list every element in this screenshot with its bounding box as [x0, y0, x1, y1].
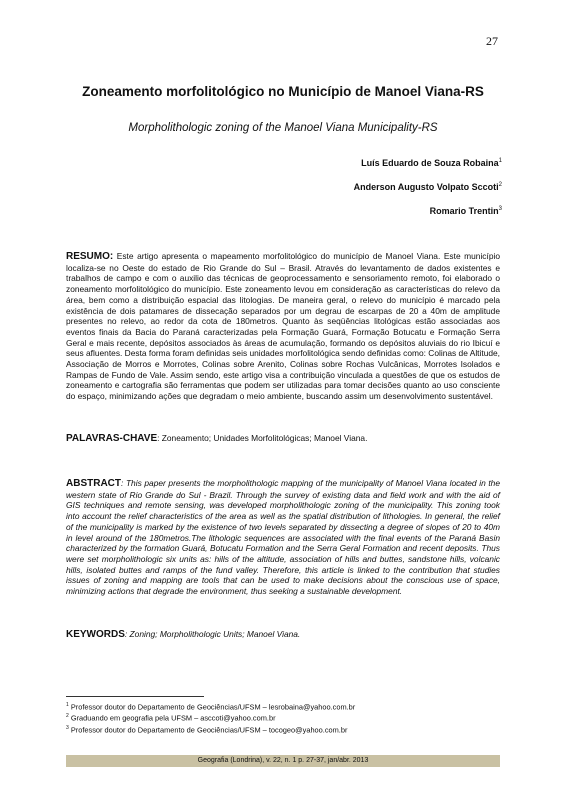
palavras-chave-label: PALAVRAS-CHAVE: [66, 433, 158, 444]
footnote-text: Professor doutor do Departamento de Geociências/UFSM – tocogeo@yahoo.com.br: [68, 725, 348, 734]
keywords-text: : Zoning; Morpholithologic Units; Manoel Viana.: [124, 629, 301, 639]
footnote-mark: 2: [66, 713, 69, 720]
palavras-chave-section: [66, 433, 500, 445]
footnote-text: Professor doutor do Departamento de Geociências/UFSM – lesrobaina@yahoo.com.br: [68, 702, 356, 712]
author-2: [354, 182, 502, 192]
keywords-section: [66, 629, 500, 641]
keywords-label: KEYWORDS: [66, 629, 125, 640]
author-1: [361, 158, 502, 168]
footnote-divider: [66, 696, 204, 697]
author-name: Luís Eduardo de Souza Robaina: [361, 158, 499, 168]
footnote-3: [66, 724, 500, 735]
abstract-section: [66, 478, 500, 597]
abstract-text: : This paper presents the morpholithologic mapping of the municipality of Manoel Viana located in the western state of Rio Grande do Sul - Brazil. Through the survey of existing data and field work and with the aid of GIS techniques and remote sensing, was developed morpholithologic zoning of the municipality. This zoning took into account the relief characteristics of the area as well as the spatial distribution of lithologies. In general, the relief of the municipality is marked by the existence of two levels separated by dissecting a degree of slopes of 20 to 40m in level around of the 180metros.The lithologic sequences are associated with the final events of the Paraná Basin characterized by the formation Guará, Botucatu Formation and the Serra Geral Formation and recent deposits. Thus were set morpholithologic six units as: hills of the altitude, association of hills and buttes, sandstone hills, volcanic hills, isolated buttes and ramps of the fund valley. Therefore, this article is linked to the contribution that studies issues of zoning and mapping are tools that can be used to make decisions about the conscious use of space, minimizing actions that degrade the environment, thus seeking a sustainable development.: [66, 478, 500, 597]
footnote-2: [66, 712, 500, 723]
resumo-section: [66, 251, 500, 402]
palavras-chave-text: : Zoneamento; Unidades Morfolitológicas; Manoel Viana.: [157, 433, 368, 443]
author-note-mark: 2: [498, 182, 502, 188]
author-name: Anderson Augusto Volpato Sccoti: [353, 182, 499, 192]
author-note-mark: 3: [498, 206, 502, 212]
journal-footer: Geografia (Londrina), v. 22, n. 1 p. 27-37, jan/abr. 2013: [66, 755, 500, 767]
paper-subtitle: Morpholithologic zoning of the Manoel Viana Municipality-RS: [128, 122, 438, 134]
footnotes: [66, 701, 500, 735]
author-note-mark: 1: [498, 158, 502, 164]
paper-title: Zoneamento morfolitológico no Município de Manoel Viana-RS: [82, 84, 484, 99]
footnote-1: [66, 701, 500, 712]
author-3: [430, 206, 502, 216]
abstract-label: ABSTRACT: [66, 478, 121, 489]
footnote-mark: 3: [66, 724, 69, 731]
resumo-label: RESUMO:: [66, 251, 114, 262]
footnote-mark: 1: [66, 702, 69, 708]
author-name: Romario Trentin: [429, 206, 499, 216]
resumo-text: Este artigo apresenta o mapeamento morfolitológico do município de Manoel Viana. Este município localiza-se no Oeste do estado de Rio Grande do Sul – Brasil. Através do levantamento de dados existentes e trabalhos de campo e com o auxilio das técnicas de geoprocessamento e sensoriamento remoto, foi elaborado o zoneamento morfolitológico do município. Este zoneamento levou em consideração as características do relevo da área, bem como a distribuição espacial das litologias. De maneira geral, o relevo do município é marcado pela existência de dois patamares de dissecação separados por um degrau de escarpas de 20 a 40m de amplitude presentes no relevo, ao redor da cota de 180metros. Quanto às seqüências litológicas estão associadas aos eventos finais da Bacia do Paraná caracterizadas pela Formação Guará, Formação Botucatu e Formação Serra Geral e mais recente, depósitos associados às áreas de acumulação, formando os depósitos aluviais do rio Ibicuí e seus afluentes. Desta forma foram definidas seis unidades morfolitológica sendo definidas como: Colinas de Altitude, Associação de Morros e Morrotes, Colinas sobre Arenito, Colinas sobre Rochas Vulcânicas, Morrotes Isolados e Rampas de Fundo de Vale. Assim sendo, este artigo visa a contribuição vinculada a questões de que os estudos de zoneamento e cartografia são ferramentas que podem ser utilizadas para tomar decisões quanto ao uso consciente do espaço, minimizando ações que degradam o meio ambiente, buscando assim um desenvolvimento sustentável.: [66, 251, 500, 402]
footnote-text: Graduando em geografia pela UFSM – asccoti@yahoo.com.br: [68, 713, 276, 723]
page-number: 27: [486, 34, 498, 48]
